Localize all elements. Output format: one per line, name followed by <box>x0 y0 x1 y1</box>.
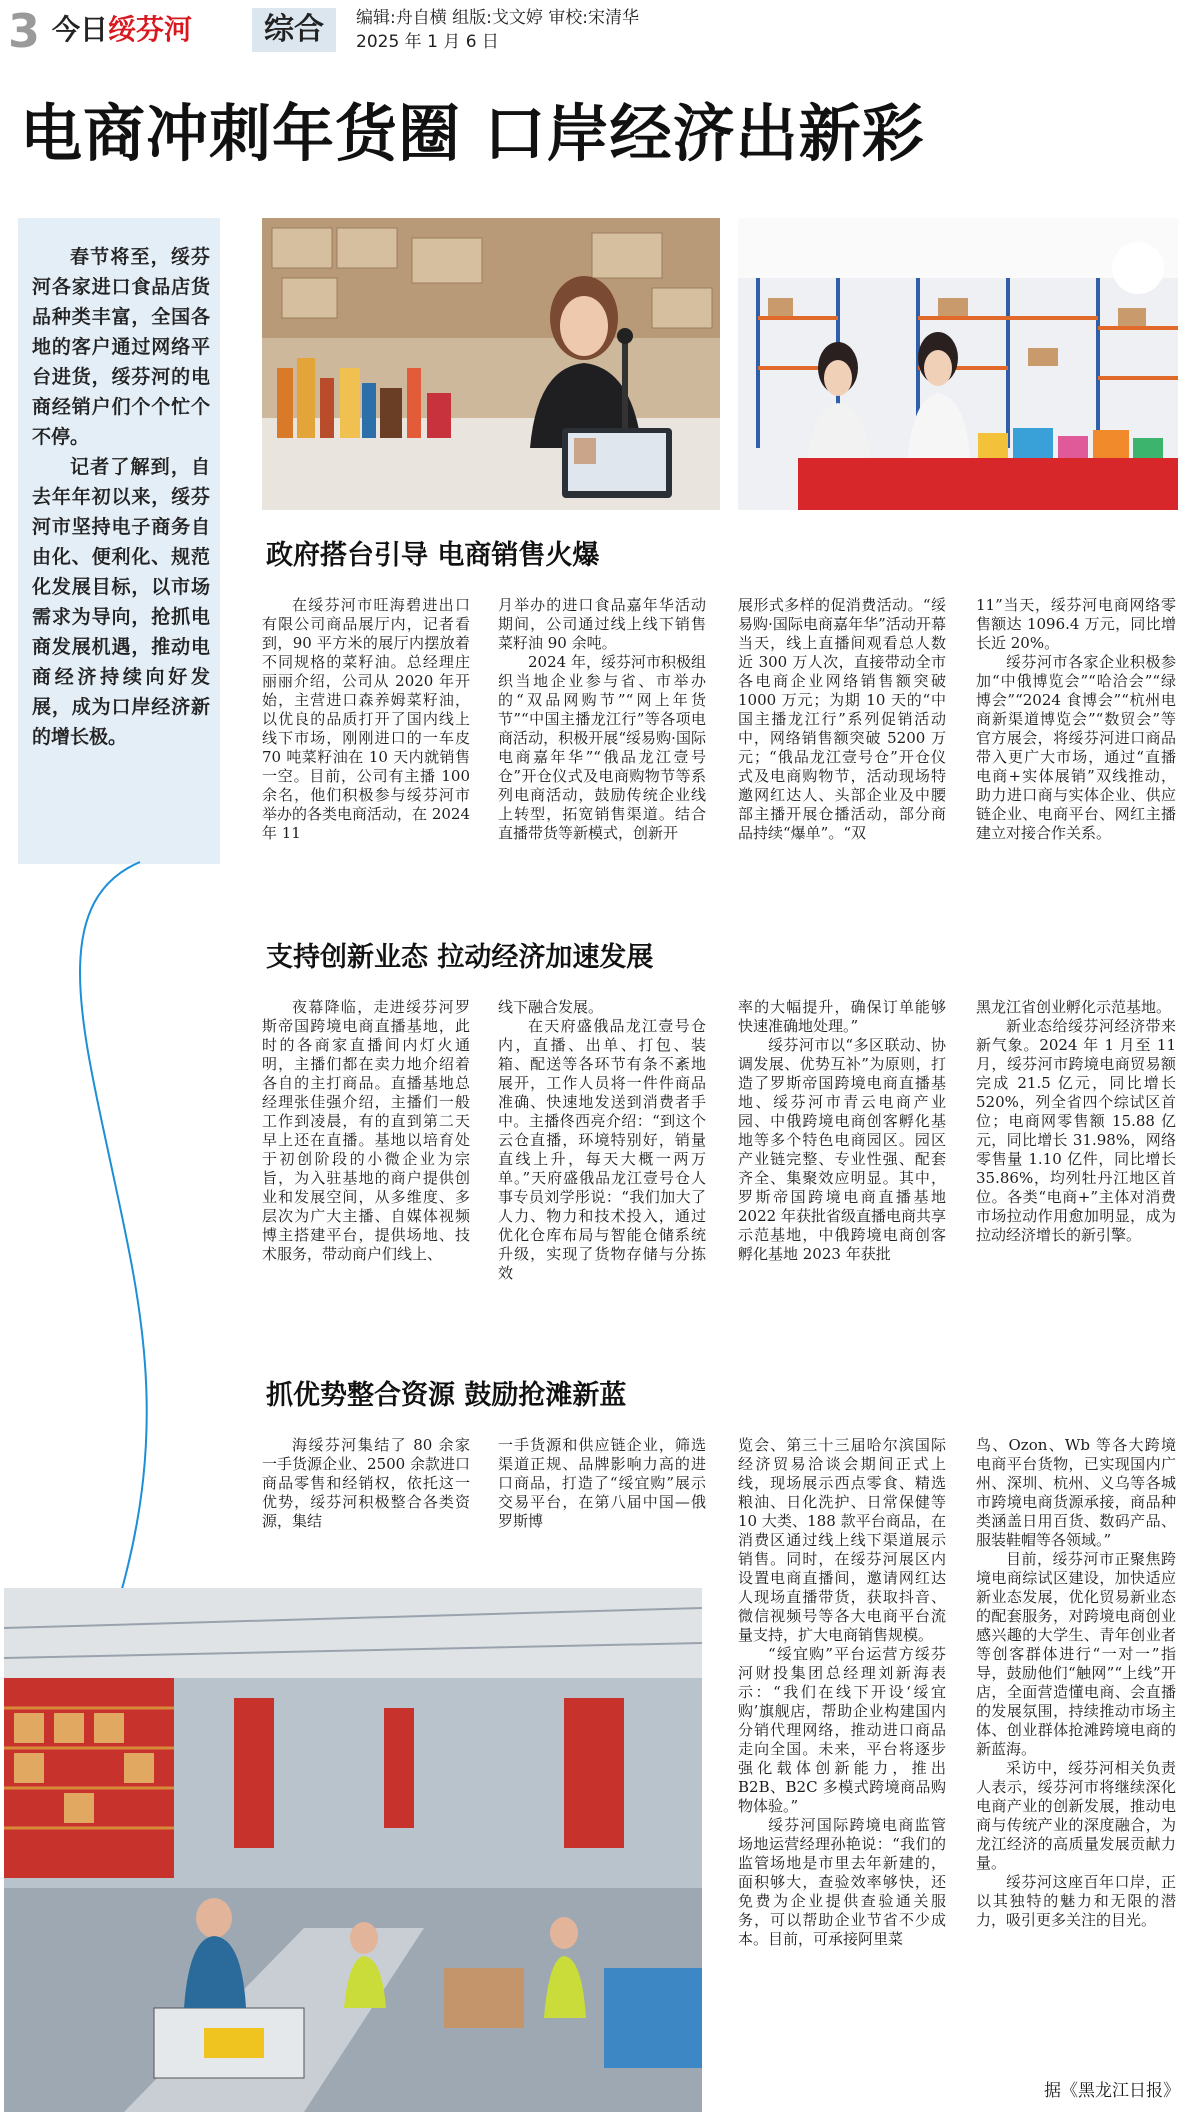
article-paragraph: 采访中，绥芬河相关负责人表示，绥芬河市将继续深化电商产业的创新发展，推动电商与传统产业的深度融合，为龙江经济的高质量发展贡献力量。 <box>976 1759 1176 1872</box>
newspaper-name <box>52 10 192 50</box>
section3-column-1 <box>262 1436 470 1532</box>
article-paragraph: 绥芬河这座百年口岸，正以其独特的魅力和无限的潜力，吸引更多关注的目光。 <box>976 1873 1176 1929</box>
article-paragraph: “绥宜购”平台运营方绥芬河财投集团总经理刘新海表示：“我们在线下开设‘绥宜购’旗舰店，帮助企业构建国内分销代理网络，推动进口商品走向全国。未来，平台将逐步强化载体创新能力，推出 B2B、B2C 多模式跨境商品购物体验。” <box>738 1645 946 1815</box>
source-credit: 据《黑龙江日报》 <box>1044 2081 1180 2101</box>
article-paragraph: 线下融合发展。 <box>498 998 604 1016</box>
article-paragraph: 新业态给绥芬河经济带来新气象。2024 年 1 月至 11 月，绥芬河市跨境电商贸易额完成 21.5 亿元，同比增长 520%，列全省四个综试区首位；电商网零售额 15.88 亿元，同比增长 31.98%，网络零售量 1.10 亿件，同比增长 35.86%，均列牡丹江地区首位。各类“电商+”主体对消费市场拉动作用愈加明显，成为拉动经济增长的新引擎。 <box>976 1017 1176 1244</box>
section-label: 综合 <box>252 8 336 52</box>
decorative-curve <box>40 860 160 1600</box>
article-paragraph: 绥芬河国际跨境电商监管场地运营经理孙艳说：“我们的监管场地是市里去年新建的，面积够大，查验效率够快，还免费为企业提供查验通关服务，可以帮助企业节省不少成本。目前，可承接阿里菜 <box>738 1816 946 1948</box>
section1-column-4 <box>976 596 1176 906</box>
newspaper-name-part1: 今日 <box>52 13 109 46</box>
article-paragraph: 一手货源和供应链企业，筛选渠道正规、品牌影响力高的进口商品，打造了“绥宜购”展示交易平台，在第八届中国—俄罗斯博 <box>498 1436 706 1530</box>
section1-column-1 <box>262 596 470 906</box>
photo-warehouse-hosts <box>738 218 1178 510</box>
photo-warehouse-packing <box>4 1588 702 2112</box>
section2-column-2 <box>498 998 706 1344</box>
article-paragraph: 展形式多样的促消费活动。“绥易购·国际电商嘉年华”活动开幕当天，线上直播间观看总人数近 300 万人次，直接带动全市各电商企业网络销售额突破 1000 万元；为期 10 天的“中国主播龙江行”系列促销活动中，网络销售额突破 5200 万元；“俄品龙江壹号仓”开仓仪式及电商购物节，活动现场特邀网红达人、头部企业及中腰部主播开展仓播活动，部分商品持续“爆单”。“双 <box>738 596 946 842</box>
article-paragraph: 绥芬河市各家企业积极参加“中俄博览会”“哈洽会”“绿博会”“2024 食博会”“杭州电商新渠道博览会”“数贸会”等官方展会，将绥芬河进口商品带入更广大市场，通过“直播电商+实体展销”双线推动，助力进口商与实体企业、供应链企业、电商平台、网红主播建立对接合作关系。 <box>976 653 1176 842</box>
page-number: 3 <box>8 4 41 58</box>
editor-credits <box>356 6 639 54</box>
issue-date: 2025 年 1 月 6 日 <box>356 32 499 52</box>
section-title-2: 支持创新业态 拉动经济加速发展 <box>266 942 654 973</box>
article-paragraph: 绥芬河市以“多区联动、协调发展、优势互补”为原则，打造了罗斯帝国跨境电商直播基地、绥芬河市青云电商产业园、中俄跨境电商创客孵化基地等多个特色电商园区。园区产业链完整、专业性强、配套齐全、集聚效应明显。其中，罗斯帝国跨境电商直播基地 2022 年获批省级直播电商共享示范基地，中俄跨境电商创客孵化基地 2023 年获批 <box>738 1036 946 1263</box>
article-paragraph: 在绥芬河市旺海碧进出口有限公司商品展厅内，记者看到，90 平方米的展厅内摆放着不同规格的菜籽油。总经理庄丽丽介绍，公司从 2020 年开始，主营进口森养姆菜籽油，以优良的品质打开了国内线上线下市场，刚刚进口的一车皮 70 吨菜籽油在 10 天内就销售一空。目前，公司有主播 100 余名，他们积极参与绥芬河市举办的各类电商活动，在 2024 年 11 <box>262 596 470 842</box>
page-headline: 电商冲刺年货圈 口岸经济出新彩 <box>20 97 925 170</box>
intro-paragraph: 春节将至，绥芬河各家进口食品店货品种类丰富，全国各地的客户通过网络平台进货，绥芬河的电商经销户们个个忙个不停。 <box>32 246 210 448</box>
article-paragraph: 月举办的进口食品嘉年华活动期间，公司通过线上线下销售菜籽油 90 余吨。 <box>498 596 706 652</box>
article-paragraph: 11”当天，绥芬河电商网络零售额达 1096.4 万元，同比增长近 20%。 <box>976 596 1176 652</box>
photo-livestream-host <box>262 218 720 510</box>
article-paragraph: 在天府盛俄品龙江壹号仓内，直播、出单、打包、装箱、配送等各环节有条不紊地展开，工作人员将一件件商品准确、快速地发送到消费者手中。主播佟西亮介绍：“到这个云仓直播，环境特别好，销量直线上升，每天大概一两万单。”天府盛俄品龙江壹号仓人事专员刘学彤说：“我们加大了人力、物力和技术投入，通过优化仓库布局与智能仓储系统升级，实现了货物存储与分拣效 <box>498 1017 706 1282</box>
newspaper-name-part2: 绥芬河 <box>108 13 193 46</box>
section2-column-1 <box>262 998 470 1344</box>
article-paragraph: 览会、第三十三届哈尔滨国际经济贸易洽谈会期间正式上线，现场展示西点零食、精选粮油、日化洗护、日常保健等 10 大类、188 款平台商品，在消费区通过线上线下渠道展示销售。同时，在绥芬河展区内设置电商直播间，邀请网红达人现场直播带货，获取抖音、微信视频号等各大电商平台流量支持，扩大电商销售规模。 <box>738 1436 946 1644</box>
intro-box <box>18 218 220 864</box>
section3-column-2 <box>498 1436 706 1532</box>
section2-column-3 <box>738 998 946 1344</box>
section1-column-3 <box>738 596 946 906</box>
intro-paragraph: 记者了解到，自去年年初以来，绥芬河市坚持电子商务自由化、便利化、规范化发展目标，以市场需求为导向，抢抓电商发展机遇，推动电商经济持续向好发展，成为口岸经济新的增长极。 <box>32 456 210 748</box>
section1-column-2 <box>498 596 706 906</box>
article-paragraph: 黑龙江省创业孵化示范基地。 <box>976 998 1172 1016</box>
editor-credits-line: 编辑:舟自横 组版:戈文婷 审校:宋清华 <box>356 8 639 28</box>
article-paragraph: 海绥芬河集结了 80 余家一手货源企业、2500 余款进口商品零售和经销权，依托这一优势，绥芬河积极整合各类资源，集结 <box>262 1436 470 1530</box>
article-paragraph: 鸟、Ozon、Wb 等各大跨境电商平台货物，已实现国内广州、深圳、杭州、义乌等各城市跨境电商货源承接，商品种类涵盖日用百货、数码产品、服装鞋帽等各领域。” <box>976 1436 1176 1549</box>
article-paragraph: 率的大幅提升，确保订单能够快速准确地处理。” <box>738 998 946 1035</box>
section2-column-4 <box>976 998 1176 1344</box>
section-title-1: 政府搭台引导 电商销售火爆 <box>266 540 600 571</box>
article-paragraph: 2024 年，绥芬河市积极组织当地企业参与省、市举办的“双品网购节”“网上年货节”“中国主播龙江行”等各项电商活动，积极开展“绥易购·国际电商嘉年华”“俄品龙江壹号仓”开仓仪式及电商购物节等系列电商活动，鼓励传统企业线上转型，拓宽销售渠道。结合直播带货等新模式，创新开 <box>498 653 706 842</box>
article-paragraph: 夜幕降临，走进绥芬河罗斯帝国跨境电商直播基地，此时的各商家直播间内灯火通明，主播们都在卖力地介绍着各自的主打商品。直播基地总经理张佳强介绍，主播们一般工作到凌晨，有的直到第二天早上还在直播。基地以培育处于初创阶段的小微企业为宗旨，为入驻基地的商户提供创业和发展空间，从多维度、多层次为广大主播、自媒体视频博主搭建平台，提供场地、技术服务，带动商户们线上、 <box>262 998 470 1263</box>
section3-column-4 <box>976 1436 1176 2070</box>
section3-column-3 <box>738 1436 946 2076</box>
section-title-3: 抓优势整合资源 鼓励抢滩新蓝 <box>266 1380 627 1411</box>
article-paragraph: 目前，绥芬河市正聚焦跨境电商综试区建设，加快适应新业态发展，优化贸易新业态的配套服务，对跨境电商创业感兴趣的大学生、青年创业者等创客群体进行“一对一”指导，鼓励他们“触网”“上线”开店，全面营造懂电商、会直播的发展氛围，持续推动市场主体、创业群体抢滩跨境电商的新蓝海。 <box>976 1550 1176 1758</box>
